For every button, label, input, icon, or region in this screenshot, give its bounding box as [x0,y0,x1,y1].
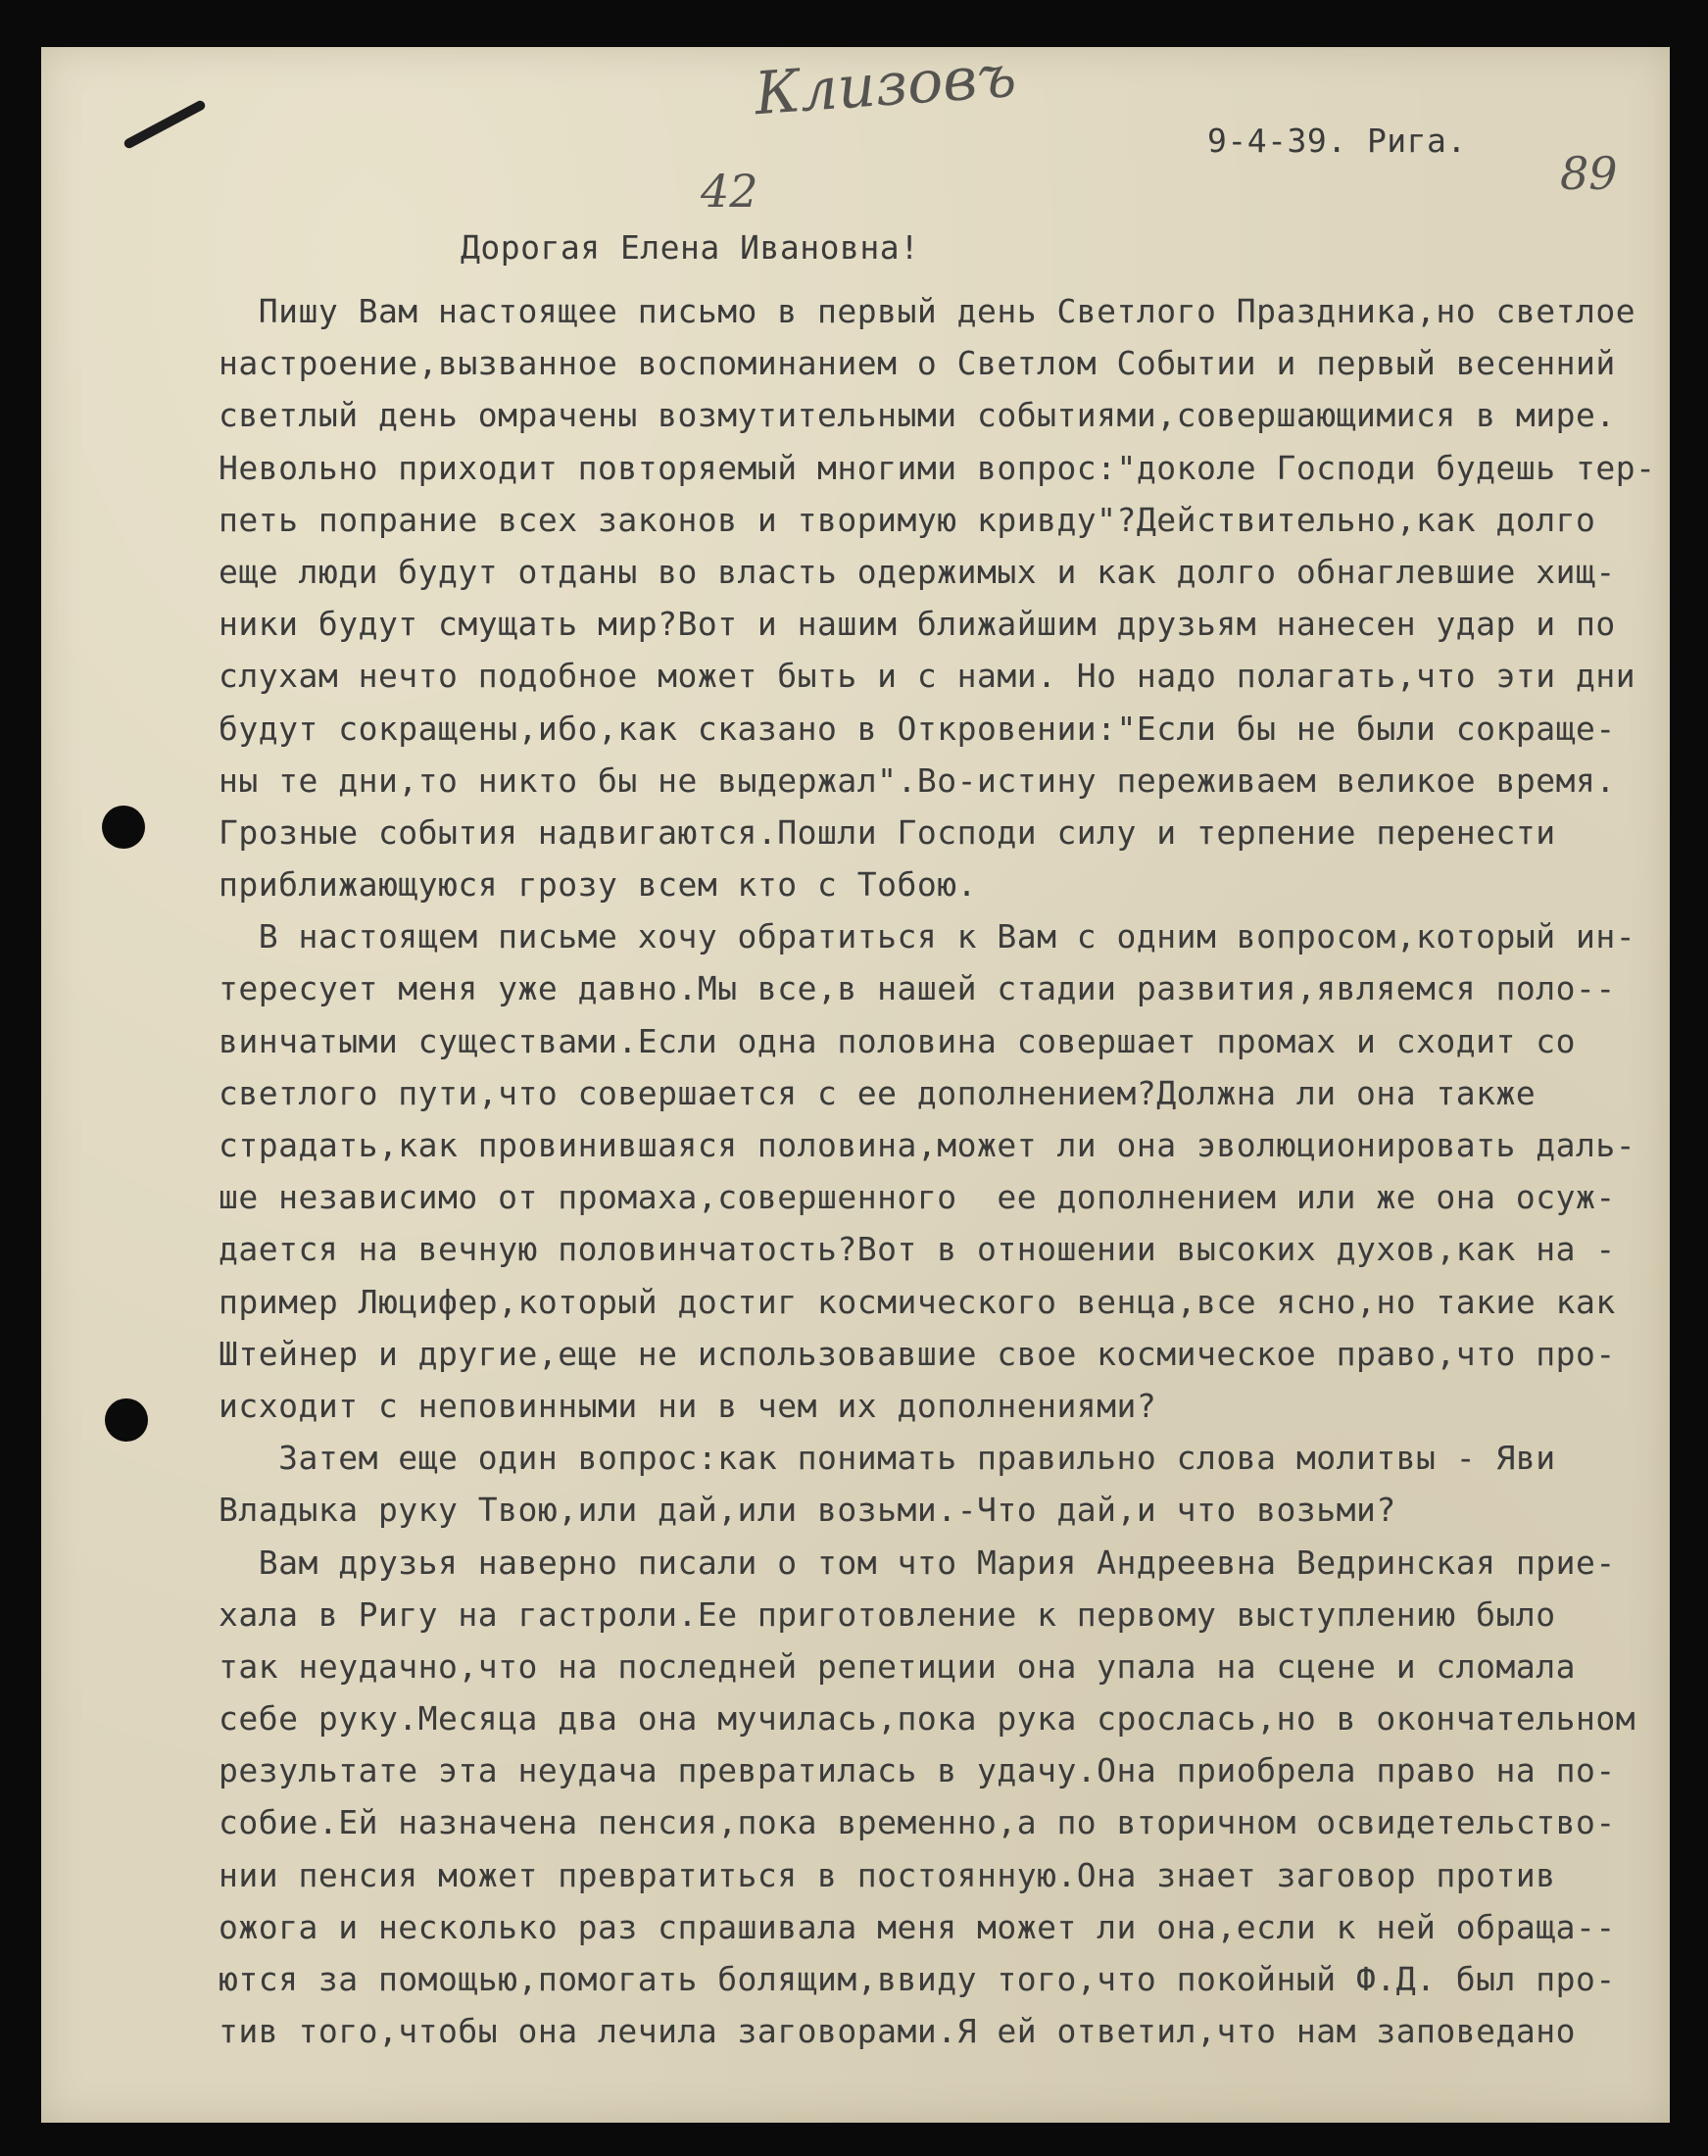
body-line: исходит с неповинными ни в чем их дополнениями? [219,1386,1157,1425]
handwritten-folio-right: 89 [1560,147,1618,200]
body-line: петь попрание всех законов и творимую кривду"?Действительно,как долго [219,500,1596,539]
body-line: светлый день омрачены возмутительными событиями,совершающимися в мире. [219,396,1616,435]
body-line: ше независимо от промаха,совершенного ее дополнением или же она осуж- [219,1178,1616,1217]
punch-hole [105,1398,148,1442]
body-line: еще люди будут отданы во власть одержимых и как долго обнаглевшие хищ- [219,552,1616,591]
body-line: светлого пути,что совершается с ее дополнением?Должна ли она также [219,1073,1537,1112]
body-line: Вам друзья наверно писали о том что Мария Андреевна Ведринская прие- [219,1543,1616,1582]
body-line: хала в Ригу на гастроли.Ее приготовление к первому выступлению было [219,1594,1556,1634]
body-line: Затем еще один вопрос:как понимать правильно слова молитвы - Яви [219,1439,1556,1478]
body-line: ны те дни,то никто бы не выдержал".Во-истину переживаем великое время. [219,760,1616,800]
body-line: В настоящем письме хочу обратиться к Вам с одним вопросом,который ин- [219,917,1636,956]
body-line: себе руку.Месяца два она мучилась,пока рука срослась,но в окончательном [219,1699,1636,1739]
body-line: нии пенсия может превратиться в постоянную.Она знает заговор против [219,1855,1556,1894]
body-line: приближающуюся грозу всем кто с Тобою. [219,865,977,905]
body-line: собие.Ей назначена пенсия,пока временно,а по вторичном освидетельство- [219,1803,1616,1842]
body-line: тив того,чтобы она лечила заговорами.Я ей ответил,что нам заповедано [219,2012,1577,2051]
body-line: результате эта неудача превратилась в удачу.Она приобрела право на по- [219,1751,1616,1790]
body-line: слухам нечто подобное может быть и с нами. Но надо полагать,что эти дни [219,657,1636,696]
handwritten-folio-left: 42 [701,165,758,218]
salutation: Дорогая Елена Ивановна! [461,228,920,267]
letter-body [219,285,1655,2057]
body-line: Штейнер и другие,еще не использовавшие свое космическое право,что про- [219,1334,1616,1373]
body-line: настроение,вызванное воспоминанием о Светлом Событии и первый весенний [219,344,1616,383]
body-line: ники будут смущать мир?Вот и нашим ближайшим друзьям нанесен удар и по [219,605,1616,644]
body-line: будут сокращены,ибо,как сказано в Откровении:"Если бы не были сокраще- [219,709,1616,748]
body-line: тересует меня уже давно.Мы все,в нашей стадии развития,являемся поло-- [219,969,1616,1008]
body-line: страдать,как провинившаяся половина,может ли она эволюционировать даль- [219,1126,1636,1164]
body-line: Невольно приходит повторяемый многими вопрос:"доколе Господи будешь тер- [219,448,1656,487]
handwritten-top-word: Клизовъ [752,41,1019,129]
body-line: пример Люцифер,который достиг космического венца,все ясно,но такие как [219,1282,1616,1321]
body-line: так неудачно,что на последней репетиции она упала на сцене и сломала [219,1646,1577,1686]
body-line: дается на вечную половинчатость?Вот в отношении высоких духов,как на - [219,1230,1616,1269]
body-line: Пишу Вам настоящее письмо в первый день Светлого Праздника,но светлое [219,292,1636,330]
body-line: Грозные события надвигаются.Пошли Господи силу и терпение перенести [219,812,1556,852]
body-line: винчатыми существами.Если одна половина совершает промах и сходит со [219,1021,1577,1060]
body-line: ожога и несколько раз спрашивала меня может ли она,если к ней обраща-- [219,1907,1616,1946]
date-place: 9-4-39. Рига. [1207,122,1467,160]
punch-hole [102,806,145,849]
body-line: Владыка руку Твою,или дай,или возьми.-Что дай,и что возьми? [219,1491,1396,1530]
body-line: ются за помощью,помогать болящим,ввиду того,что покойный Ф.Д. был про- [219,1960,1616,1998]
